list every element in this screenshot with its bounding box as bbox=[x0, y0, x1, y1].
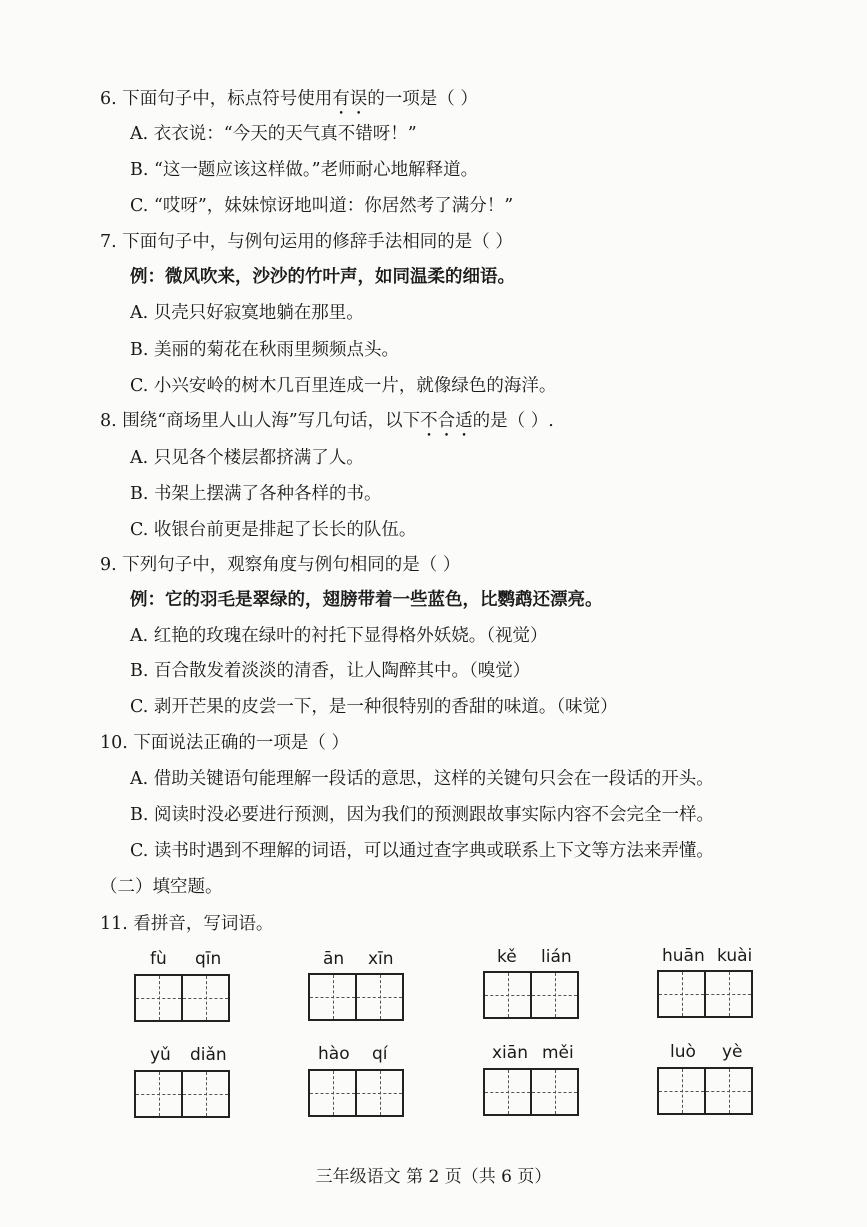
q10-option-a: A. 借助关键语句能理解一段话的意思，这样的关键句只会在一段话的开头。 bbox=[130, 769, 714, 789]
writing-grid[interactable] bbox=[657, 970, 753, 1018]
pinyin-label: luò bbox=[670, 1042, 696, 1062]
section-heading: （二）填空题。 bbox=[100, 877, 223, 897]
q7-example: 例：微风吹来，沙沙的竹叶声，如同温柔的细语。 bbox=[130, 267, 515, 287]
q9-option-b: B. 百合散发着淡淡的清香，让人陶醉其中。（嗅觉） bbox=[130, 661, 531, 681]
q6-stem-pre: 6. 下面句子中，标点符号使用 bbox=[100, 89, 333, 109]
q6-stem bbox=[100, 87, 478, 119]
q9-stem: 9. 下列句子中，观察角度与例句相同的是（ ） bbox=[100, 555, 461, 575]
writing-grid[interactable] bbox=[483, 1068, 579, 1116]
q8-option-c: C. 收银台前更是排起了长长的队伍。 bbox=[130, 520, 417, 540]
pinyin-label: fù bbox=[150, 949, 167, 969]
pinyin-label: qí bbox=[372, 1044, 388, 1064]
q8-stem-pre: 8. 围绕“商场里人山人海”写几句话，以下 bbox=[100, 411, 421, 431]
grid-cell[interactable] bbox=[355, 975, 402, 1019]
q8-stem-emphasis: 不合适 bbox=[420, 411, 473, 431]
pinyin-label: xiān bbox=[492, 1043, 528, 1063]
pinyin-label: lián bbox=[541, 947, 572, 967]
pinyin-label: xīn bbox=[368, 949, 394, 969]
q6-stem-post: 的一项是（ ） bbox=[367, 89, 478, 109]
pinyin-label: ān bbox=[323, 949, 345, 969]
grid-cell[interactable] bbox=[310, 1071, 355, 1115]
grid-cell[interactable] bbox=[659, 1069, 704, 1113]
q6-stem-emphasis: 有误 bbox=[332, 89, 368, 109]
pinyin-label: kuài bbox=[717, 946, 753, 966]
q9-option-a: A. 红艳的玫瑰在绿叶的衬托下显得格外妖娆。（视觉） bbox=[130, 626, 548, 646]
pinyin-label: yǔ bbox=[150, 1045, 171, 1065]
q8-option-b: B. 书架上摆满了各种各样的书。 bbox=[130, 484, 382, 504]
grid-cell[interactable] bbox=[181, 1072, 228, 1116]
q10-option-b: B. 阅读时没必要进行预测，因为我们的预测跟故事实际内容不会完全一样。 bbox=[130, 805, 714, 825]
q10-option-c: C. 读书时遇到不理解的词语，可以通过查字典或联系上下文等方法来弄懂。 bbox=[130, 841, 714, 861]
q7-option-a: A. 贝壳只好寂寞地躺在那里。 bbox=[130, 303, 364, 323]
grid-cell[interactable] bbox=[485, 973, 530, 1017]
pinyin-label: huān bbox=[662, 946, 705, 966]
q9-option-c: C. 剥开芒果的皮尝一下，是一种很特别的香甜的味道。（味觉） bbox=[130, 697, 618, 717]
grid-cell[interactable] bbox=[530, 973, 577, 1017]
q10-stem: 10. 下面说法正确的一项是（ ） bbox=[100, 733, 349, 753]
page-footer: 三年级语文 第 2 页（共 6 页） bbox=[315, 1167, 552, 1187]
grid-cell[interactable] bbox=[659, 972, 704, 1016]
q11-stem: 11. 看拼音，写词语。 bbox=[100, 914, 274, 934]
grid-cell[interactable] bbox=[355, 1071, 402, 1115]
q7-option-c: C. 小兴安岭的树木几百里连成一片，就像绿色的海洋。 bbox=[130, 376, 557, 396]
grid-cell[interactable] bbox=[310, 975, 355, 1019]
q9-example: 例：它的羽毛是翠绿的，翅膀带着一些蓝色，比鹦鹉还漂亮。 bbox=[130, 590, 603, 610]
writing-grid[interactable] bbox=[657, 1067, 753, 1115]
q8-stem-post: 的是（ ）. bbox=[472, 411, 554, 431]
pinyin-label: měi bbox=[542, 1043, 574, 1063]
pinyin-label: diǎn bbox=[190, 1045, 227, 1065]
writing-grid[interactable] bbox=[308, 1069, 404, 1117]
grid-cell[interactable] bbox=[704, 972, 751, 1016]
pinyin-label: kě bbox=[497, 947, 517, 967]
writing-grid[interactable] bbox=[134, 1070, 230, 1118]
q6-option-a: A. 衣衣说：“今天的天气真不错呀！” bbox=[130, 124, 417, 144]
pinyin-label: yè bbox=[722, 1042, 743, 1062]
grid-cell[interactable] bbox=[485, 1070, 530, 1114]
grid-cell[interactable] bbox=[704, 1069, 751, 1113]
writing-grid[interactable] bbox=[308, 973, 404, 1021]
grid-cell[interactable] bbox=[181, 976, 228, 1020]
grid-cell[interactable] bbox=[136, 976, 181, 1020]
q8-stem bbox=[100, 409, 554, 441]
q7-stem: 7. 下面句子中，与例句运用的修辞手法相同的是（ ） bbox=[100, 232, 513, 252]
writing-grid[interactable] bbox=[134, 974, 230, 1022]
pinyin-label: qīn bbox=[195, 949, 222, 969]
grid-cell[interactable] bbox=[136, 1072, 181, 1116]
pinyin-label: hào bbox=[318, 1044, 350, 1064]
grid-cell[interactable] bbox=[530, 1070, 577, 1114]
q8-option-a: A. 只见各个楼层都挤满了人。 bbox=[130, 448, 364, 468]
q6-option-b: B. “这一题应该这样做。”老师耐心地解释道。 bbox=[130, 160, 479, 180]
q6-option-c: C. “哎呀”，妹妹惊讶地叫道：你居然考了满分！” bbox=[130, 196, 514, 216]
writing-grid[interactable] bbox=[483, 971, 579, 1019]
q7-option-b: B. 美丽的菊花在秋雨里频频点头。 bbox=[130, 340, 399, 360]
